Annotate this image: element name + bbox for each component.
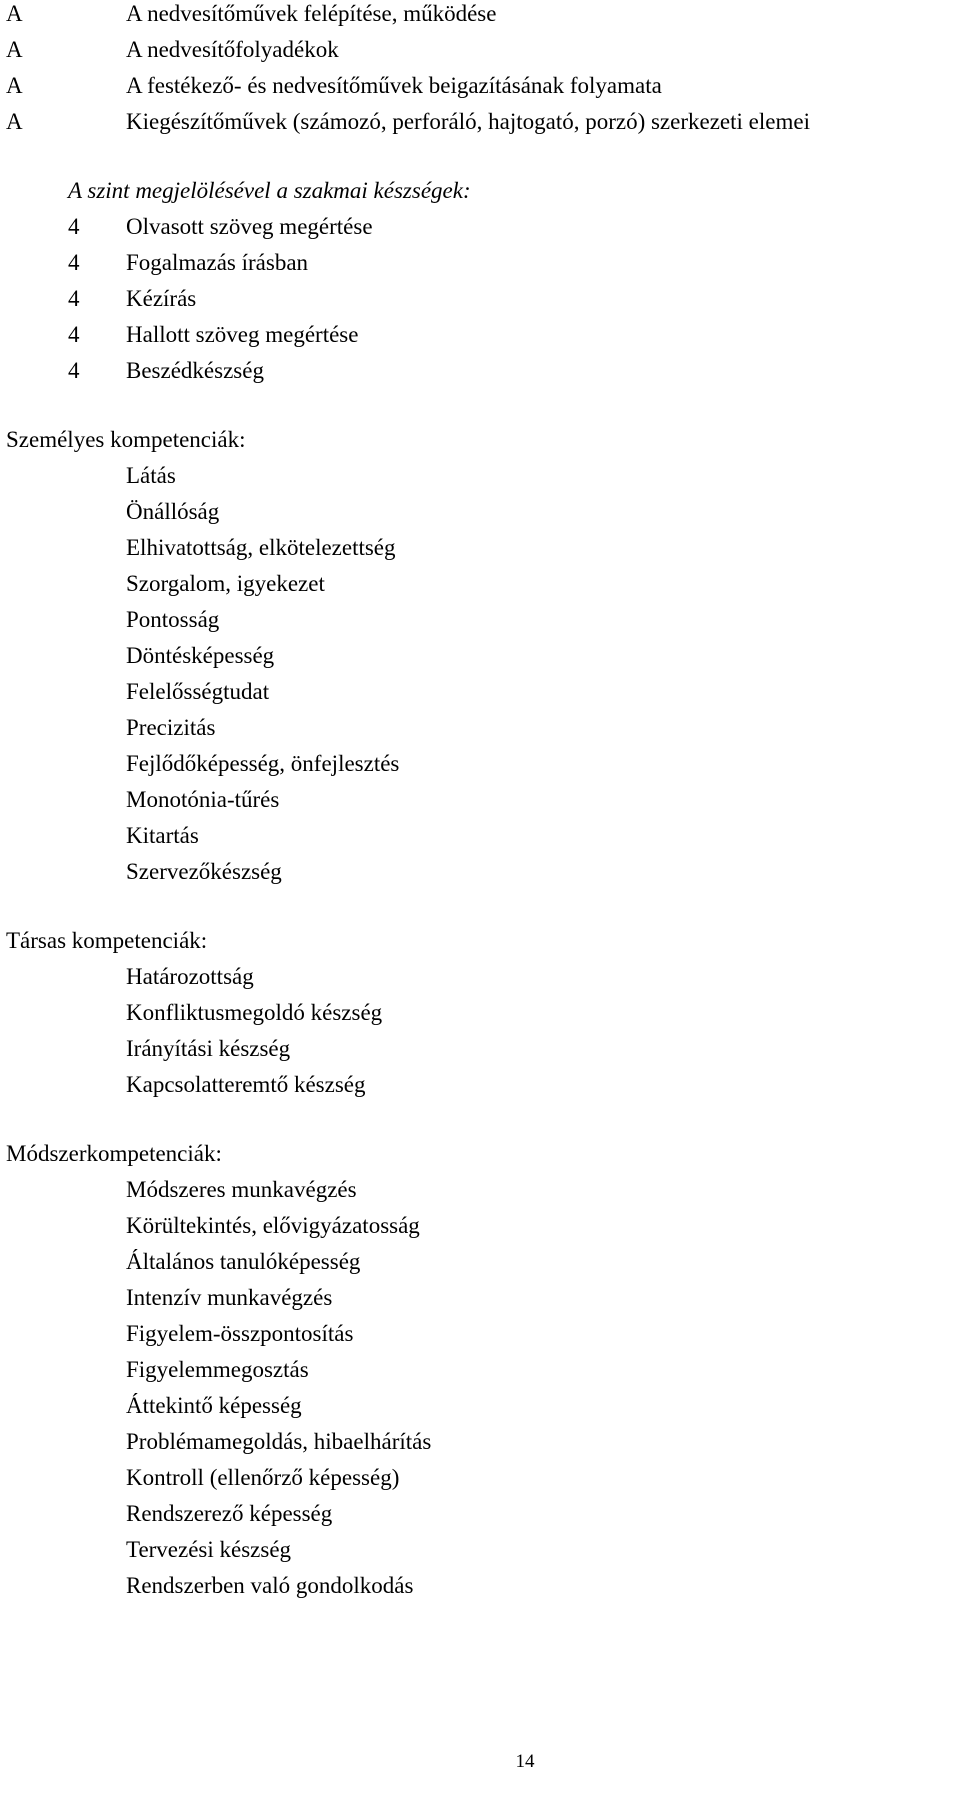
- competency-item: Látás: [126, 463, 176, 488]
- competency-item: Precizitás: [126, 715, 216, 740]
- competency-item: Felelősségtudat: [126, 679, 270, 704]
- skill-level: 4: [68, 214, 80, 239]
- competency-item: Elhivatottság, elkötelezettség: [126, 535, 396, 560]
- skill-item: [0, 353, 960, 389]
- competency-item: Kitartás: [126, 823, 199, 848]
- competency-item: Intenzív munkavégzés: [126, 1285, 333, 1310]
- method-competencies-section: [0, 1136, 960, 1604]
- skill-text: Fogalmazás írásban: [126, 250, 309, 275]
- competency-item: Tervezési készség: [126, 1537, 292, 1562]
- competency-item: Problémamegoldás, hibaelhárítás: [126, 1429, 432, 1454]
- list-item-text: A nedvesítőfolyadékok: [126, 37, 339, 62]
- competency-item: Rendszerező képesség: [126, 1501, 333, 1526]
- skill-item: [0, 245, 960, 281]
- list-item-text: A nedvesítőművek felépítése, működése: [126, 1, 497, 26]
- competency-item: Figyelemmegosztás: [126, 1357, 309, 1382]
- list-marker: A: [6, 37, 23, 62]
- list-marker: A: [6, 73, 23, 98]
- spacer: [0, 140, 960, 173]
- list-item: [0, 32, 960, 68]
- top-list: [0, 0, 960, 140]
- competency-item: Önállóság: [126, 499, 220, 524]
- competency-item: Pontosság: [126, 607, 220, 632]
- competency-item: Módszeres munkavégzés: [126, 1177, 357, 1202]
- method-competencies-heading: Módszerkompetenciák:: [6, 1141, 222, 1166]
- list-item: [0, 0, 960, 32]
- competency-item: Fejlődőképesség, önfejlesztés: [126, 751, 400, 776]
- competency-item: Figyelem-összpontosítás: [126, 1321, 354, 1346]
- competency-item: Irányítási készség: [126, 1036, 291, 1061]
- skill-level: 4: [68, 322, 80, 347]
- page-number: [0, 1750, 960, 1774]
- list-marker: A: [6, 109, 23, 134]
- spacer: [0, 389, 960, 422]
- skill-level: 4: [68, 250, 80, 275]
- list-marker: A: [6, 1, 23, 26]
- spacer: [0, 890, 960, 923]
- skill-text: Hallott szöveg megértése: [126, 322, 359, 347]
- competency-item: Határozottság: [126, 964, 254, 989]
- personal-competencies-heading: Személyes kompetenciák:: [6, 427, 246, 452]
- competency-item: Rendszerben való gondolkodás: [126, 1573, 414, 1598]
- skill-item: [0, 209, 960, 245]
- list-item: [0, 68, 960, 104]
- competency-item: Kontroll (ellenőrző képesség): [126, 1465, 400, 1490]
- competency-item: Kapcsolatteremtő készség: [126, 1072, 366, 1097]
- skill-text: Beszédkészség: [126, 358, 264, 383]
- competency-item: Monotónia-tűrés: [126, 787, 280, 812]
- competency-item: Szorgalom, igyekezet: [126, 571, 325, 596]
- skills-heading: A szint megjelölésével a szakmai készségek:: [68, 178, 471, 203]
- spacer: [0, 1103, 960, 1136]
- skill-text: Kézírás: [126, 286, 197, 311]
- list-item-text: A festékező- és nedvesítőművek beigazításának folyamata: [126, 73, 662, 98]
- social-competencies-section: [0, 923, 960, 1103]
- competency-item: Szervezőkészség: [126, 859, 282, 884]
- skills-section: [0, 173, 960, 389]
- skill-level: 4: [68, 358, 80, 383]
- competency-item: Áttekintő képesség: [126, 1393, 302, 1418]
- skill-level: 4: [68, 286, 80, 311]
- competency-item: Körültekintés, elővigyázatosság: [126, 1213, 420, 1238]
- list-item: [0, 104, 960, 140]
- page-number-text: 14: [515, 1751, 535, 1772]
- skill-text: Olvasott szöveg megértése: [126, 214, 373, 239]
- competency-item: Általános tanulóképesség: [126, 1249, 361, 1274]
- personal-competencies-section: [0, 422, 960, 890]
- competency-item: Konfliktusmegoldó készség: [126, 1000, 383, 1025]
- social-competencies-heading: Társas kompetenciák:: [6, 928, 208, 953]
- competency-item: Döntésképesség: [126, 643, 275, 668]
- list-item-text: Kiegészítőművek (számozó, perforáló, hajtogató, porzó) szerkezeti elemei: [126, 109, 810, 134]
- skill-item: [0, 317, 960, 353]
- skill-item: [0, 281, 960, 317]
